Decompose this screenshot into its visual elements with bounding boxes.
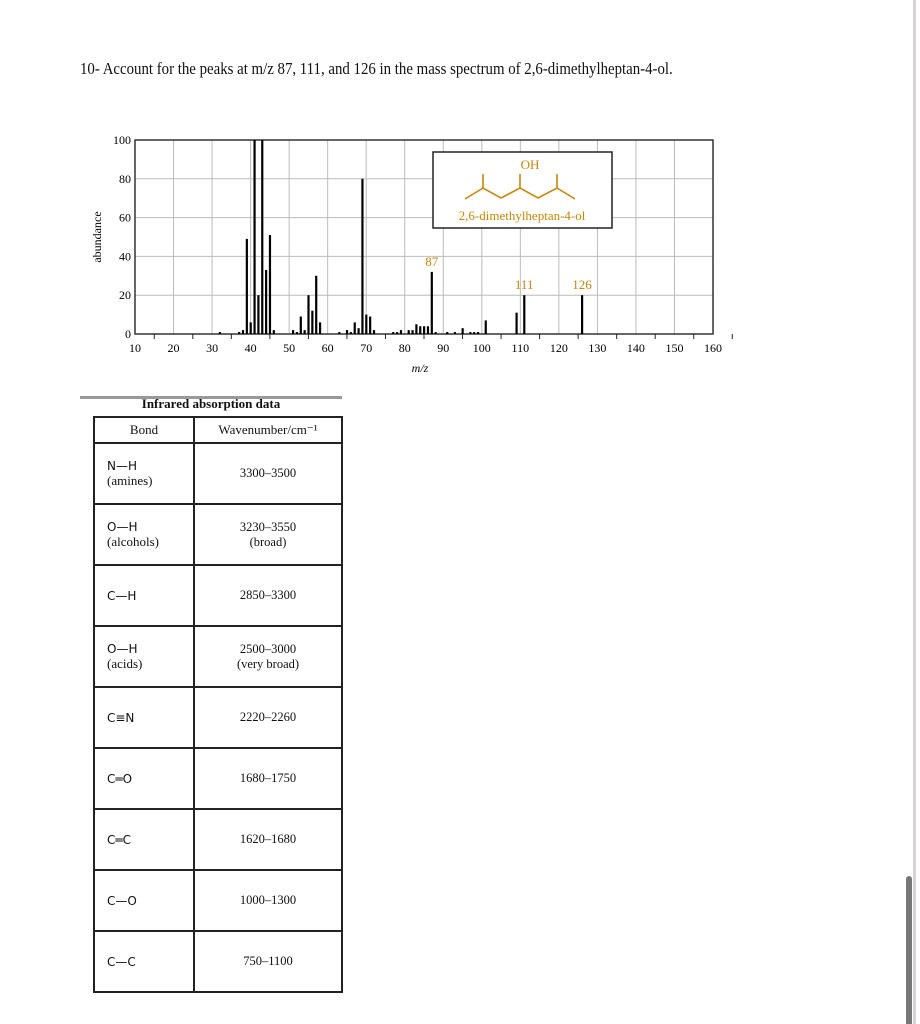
- peak-bar: [473, 332, 475, 334]
- peak-bar: [485, 320, 487, 334]
- x-tick-label: 20: [167, 341, 180, 355]
- table-row: [94, 748, 342, 809]
- peak-bar: [427, 326, 429, 334]
- bond-cell: [94, 504, 194, 565]
- peak-bar: [338, 332, 340, 334]
- peak-bar: [219, 332, 221, 334]
- y-tick-label: 80: [119, 171, 131, 186]
- table-row: [94, 931, 342, 992]
- peak-bar: [357, 328, 359, 334]
- y-tick-label: 60: [119, 210, 131, 225]
- peak-bar: [523, 295, 525, 334]
- peak-bar: [411, 330, 413, 334]
- scrollbar-thumb[interactable]: [906, 876, 912, 1024]
- bond: C—H: [107, 588, 137, 603]
- bond-cell: [94, 687, 194, 748]
- peak-bar: [300, 317, 302, 334]
- x-axis-label: m/z: [411, 361, 429, 375]
- range: 2850–3300: [239, 588, 297, 602]
- peak-bar: [373, 330, 375, 334]
- table-row: [94, 809, 342, 870]
- table-row: [94, 504, 342, 565]
- mass-spectrum-chart: [0, 0, 920, 390]
- bond-cell: [94, 748, 194, 809]
- ir-table-title: Infrared absorption data: [80, 396, 342, 411]
- wavenumber-cell: [194, 870, 342, 931]
- peak-bar: [307, 295, 309, 334]
- peak-bar: [435, 332, 437, 334]
- bond: O—H: [107, 641, 138, 656]
- range: 750–1100: [243, 954, 293, 968]
- peak-bar: [350, 332, 352, 334]
- x-tick-label: 100: [472, 341, 491, 355]
- x-tick-label: 50: [283, 341, 296, 355]
- table-row: [94, 626, 342, 687]
- range: 1680–1750: [239, 771, 297, 785]
- bond-note: (amines): [107, 472, 153, 488]
- wavenumber-cell: [194, 687, 342, 748]
- peak-bar: [304, 330, 306, 334]
- peak-bar: [315, 276, 317, 334]
- peak-bar: [419, 326, 421, 334]
- peak-bar: [454, 332, 456, 334]
- ir-table-header: [94, 417, 342, 443]
- bond-cell: [94, 626, 194, 687]
- x-tick-label: 160: [704, 341, 722, 355]
- x-tick-label: 150: [665, 341, 684, 355]
- peak-label: 87: [425, 253, 439, 269]
- peak-bar: [311, 311, 313, 334]
- page-edge: [913, 0, 916, 1024]
- x-tick-label: 120: [549, 341, 568, 355]
- peak-bar: [392, 332, 394, 334]
- range-note: (broad): [249, 534, 287, 549]
- wavenumber-cell: [194, 443, 342, 504]
- range: 1000–1300: [239, 893, 297, 907]
- wavenumber-cell: [194, 931, 342, 992]
- x-tick-label: 30: [206, 341, 219, 355]
- wavenumber-cell: [194, 504, 342, 565]
- peak-bar: [246, 239, 248, 334]
- bond: O—H: [107, 519, 138, 534]
- peak-bar: [400, 330, 402, 334]
- peak-bar: [446, 332, 448, 334]
- peak-bar: [581, 295, 583, 334]
- y-tick-label: 100: [113, 133, 131, 147]
- inset-oh-label: OH: [520, 157, 540, 172]
- peak-bar: [515, 313, 517, 334]
- x-tick-label: 60: [321, 341, 334, 355]
- peak-bar: [415, 324, 417, 334]
- peak-label: 126: [572, 277, 592, 293]
- peak-bar: [431, 272, 433, 334]
- table-row: [94, 443, 342, 504]
- bond: C—C: [107, 954, 136, 969]
- peak-bar: [354, 322, 356, 334]
- peak-bar: [242, 330, 244, 334]
- peak-bar: [369, 317, 371, 334]
- bond-note: (alcohols): [107, 533, 159, 549]
- y-tick-label: 0: [125, 327, 131, 341]
- ir-table: [93, 416, 343, 993]
- peak-bar: [261, 140, 263, 334]
- bond: C═C: [107, 832, 131, 847]
- y-tick-label: 20: [119, 288, 131, 303]
- range: 1620–1680: [239, 832, 297, 846]
- range: 3230–3550: [239, 519, 297, 534]
- bond-note: (acids): [107, 655, 143, 671]
- bond-cell: [94, 443, 194, 504]
- peak-bar: [469, 332, 471, 334]
- peak-bar: [408, 330, 410, 334]
- peak-bar: [462, 328, 464, 334]
- y-tick-label: 40: [119, 249, 131, 264]
- peak-bar: [396, 332, 398, 334]
- header-wavenumber: Wavenumber/cm⁻¹: [194, 417, 342, 443]
- x-tick-label: 40: [244, 341, 257, 355]
- bond-cell: [94, 809, 194, 870]
- range: 2500–3000: [239, 641, 297, 656]
- peak-bar: [361, 179, 363, 334]
- x-tick-label: 110: [511, 341, 530, 355]
- bond-cell: [94, 870, 194, 931]
- peak-bar: [346, 330, 348, 334]
- peak-bar: [250, 322, 252, 334]
- peak-bar: [365, 315, 367, 334]
- peak-bar: [296, 332, 298, 334]
- y-axis-label: abundance: [90, 211, 104, 263]
- range: 3300–3500: [239, 466, 297, 480]
- x-tick-label: 140: [626, 341, 645, 355]
- x-tick-label: 90: [437, 341, 450, 355]
- table-row: [94, 687, 342, 748]
- header-bond: Bond: [94, 417, 194, 443]
- wavenumber-cell: [194, 565, 342, 626]
- x-tick-label: 10: [129, 341, 141, 355]
- wavenumber-cell: [194, 809, 342, 870]
- peak-bar: [319, 322, 321, 334]
- peak-bar: [292, 330, 294, 334]
- x-tick-label: 70: [360, 341, 373, 355]
- range: 2220–2260: [239, 710, 297, 724]
- peak-bar: [269, 235, 271, 334]
- wavenumber-cell: [194, 748, 342, 809]
- peak-bar: [253, 140, 255, 334]
- x-tick-label: 80: [398, 341, 411, 355]
- peak-bar: [477, 332, 479, 334]
- plot-frame: [135, 140, 713, 334]
- peak-bar: [273, 330, 275, 334]
- inset-compound-name: 2,6-dimethylheptan-4-ol: [458, 208, 586, 223]
- peak-bar: [238, 332, 240, 334]
- bond: C═O: [107, 771, 133, 786]
- bond-cell: [94, 931, 194, 992]
- range-note: (very broad): [236, 656, 300, 671]
- peak-bar: [423, 326, 425, 334]
- question-text: 10- Account for the peaks at m/z 87, 111, and 126 in the mass spectrum of 2,6-dimethylheptan-4-ol.: [80, 59, 673, 78]
- structure-inset: [433, 152, 612, 228]
- peak-label: 111: [514, 277, 534, 293]
- wavenumber-cell: [194, 626, 342, 687]
- peak-bar: [257, 295, 259, 334]
- bond: C≡N: [107, 710, 135, 725]
- x-tick-label: 130: [588, 341, 607, 355]
- bond: N—H: [107, 458, 137, 473]
- peak-bar: [265, 270, 267, 334]
- bond-cell: [94, 565, 194, 626]
- bond: C—O: [107, 893, 137, 908]
- table-row: [94, 870, 342, 931]
- table-row: [94, 565, 342, 626]
